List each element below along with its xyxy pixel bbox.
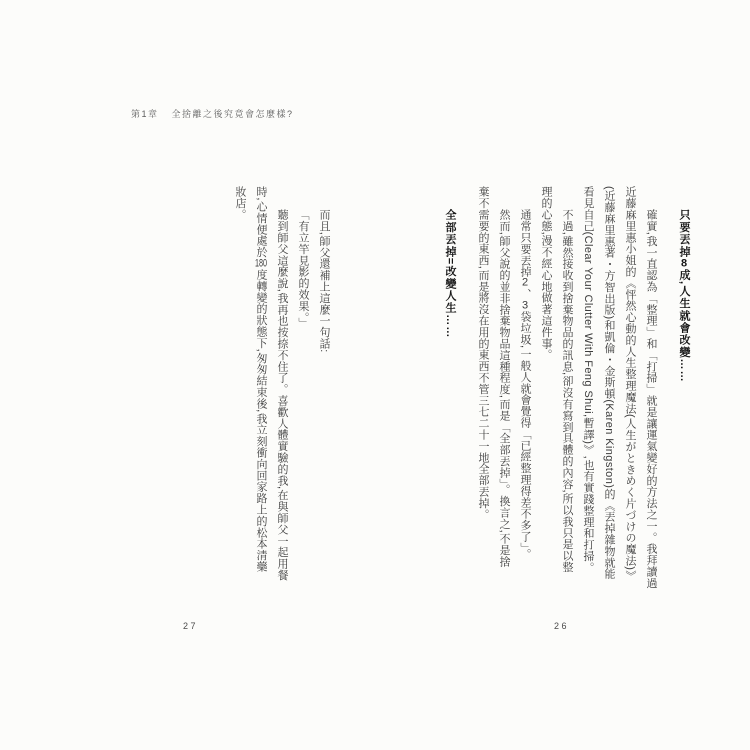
running-header [131, 107, 294, 120]
right-page-column-4: (近藤麻里惠著・方智出版)和凱倫・金斯頓(Karen Kingston)的《丟掉雜物就能 [603, 186, 615, 580]
right-page-column-8: 通常只要丟掉2、3袋垃圾,一般人就會覺得「已經整理得差不多了」。 [519, 209, 531, 560]
right-page-column-3: 近藤麻里惠小姐的《怦然心動的人生整理魔法(人生がときめく片づけの魔法)》 [624, 186, 636, 582]
left-page-column-4: 時,心情便處於180度轉變的狀態下,匆匆結束後,我立刻衝向回家路上的松本清藥 [254, 186, 268, 573]
right-page-column-5: 看見自己(Clear Your Clutter With Feng Shui,暫譯)》,也有實踐整理和打掃。 [582, 186, 594, 574]
right-page-column-11: 全部丟掉=改變人生…… [444, 209, 456, 339]
right-page-column-9: 然而,師父說的並非捨棄物品這種程度,而是「全部丟掉」。換言之,不是捨 [498, 209, 510, 568]
right-page-text-block [427, 186, 706, 606]
left-page-column-5: 妝店。 [234, 186, 246, 221]
page-number-left: 27 [183, 621, 199, 631]
left-page-column-2: 「有立竿見影的效果。」 [297, 209, 309, 329]
left-page-column-1: 而且,師父還補上這麼一句話: [318, 209, 330, 353]
right-page-column-10: 棄不需要的東西,而是將沒在用的東西不管三七二十一地全部丟掉。 [477, 186, 489, 521]
page-number-right: 26 [554, 621, 570, 631]
right-page-column-7: 理的心態,漫不經心地做著這件事。 [540, 186, 552, 361]
left-page-text-block [229, 186, 334, 606]
right-page-column-6: 不過,雖然接收到捨棄物品的訊息,卻沒有寫到具體的內容,所以我只是以整 [561, 209, 573, 573]
running-header-chapter: 第1章 [131, 109, 159, 119]
right-page-column-1: 只要丟掉8成,人生就會改變…… [678, 209, 690, 383]
right-page-column-2: 確實,我一直認為「整理」和「打掃」就是讓運氣變好的方法之一。我拜讀過 [645, 209, 657, 589]
running-header-title: 全捨離之後究竟會怎麼樣? [171, 109, 294, 119]
left-page-column-3: 聽到師父這麼說,我再也按捺不住了。喜歡人體實驗的我,在與師父一起用餐 [276, 209, 288, 581]
